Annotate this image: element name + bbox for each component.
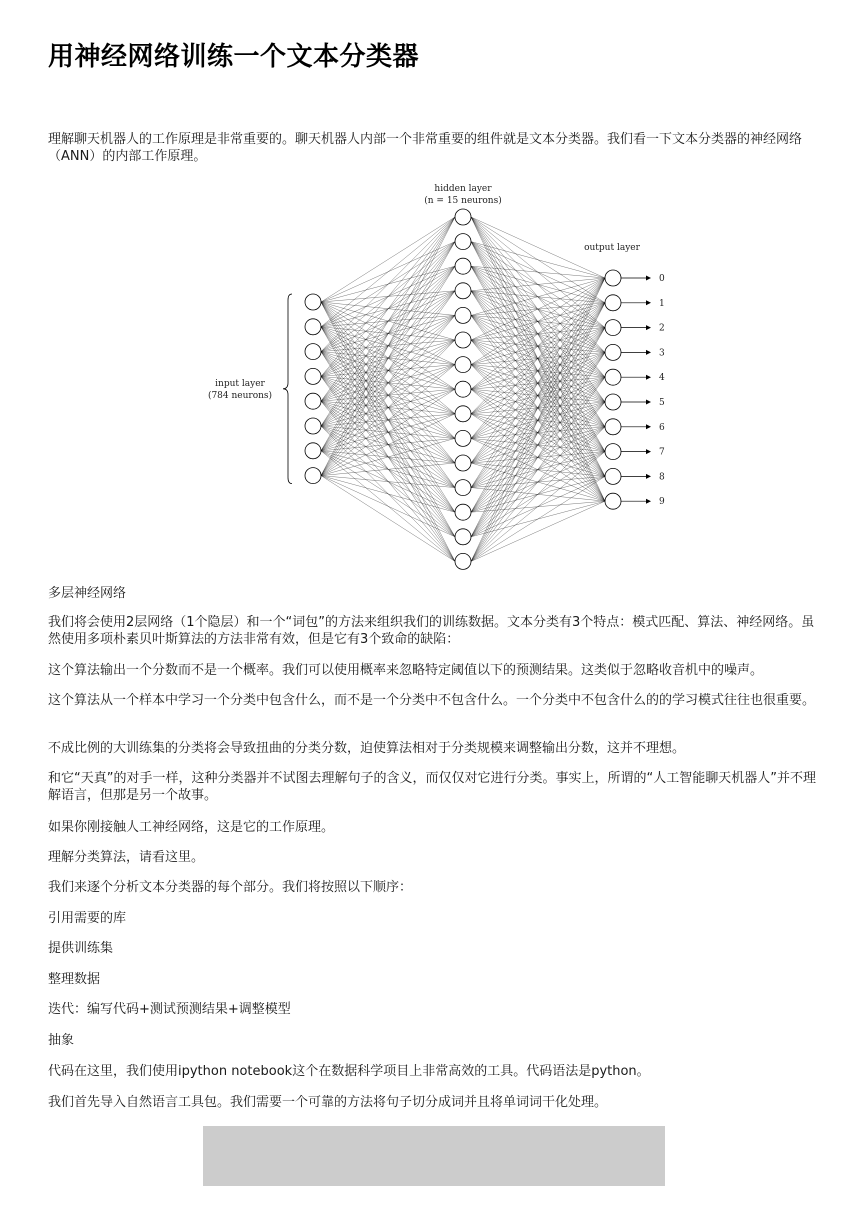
- code-block-placeholder: [203, 1126, 665, 1186]
- list-item: 提供训练集: [48, 941, 114, 956]
- output-digit-label: 0: [659, 274, 665, 284]
- output-neuron: [605, 468, 621, 484]
- input-hidden-connection: [321, 217, 455, 302]
- paragraph: 我们来逐个分析文本分类器的每个部分。我们将按照以下顺序：: [48, 880, 413, 895]
- output-digit-label: 7: [659, 447, 665, 458]
- hidden-layer-label: hidden layer: [434, 184, 492, 194]
- hidden-neuron: [455, 234, 471, 250]
- hidden-neuron: [455, 357, 471, 373]
- arrowhead-icon: [646, 276, 651, 281]
- input-hidden-connection: [321, 340, 455, 476]
- page-title: 用神经网络训练一个文本分类器: [48, 42, 420, 72]
- paragraph: 我们将会使用2层网络（1个隐层）和一个“词包”的方法来组织我们的训练数据。文本分类有3个特点：模式匹配、算法、神经网络。虽然使用多项朴素贝叶斯算法的方法非常有效，但是它有3个致命的缺陷：: [48, 615, 815, 647]
- input-hidden-connection: [321, 217, 455, 327]
- intro-paragraph: 理解聊天机器人的工作原理是非常重要的。聊天机器人内部一个非常重要的组件就是文本分类器。我们看一下文本分类器的神经网络（ANN）的内部工作原理。: [48, 132, 803, 164]
- output-digit-label: 3: [659, 348, 665, 359]
- arrowhead-icon: [646, 350, 651, 355]
- input-neuron: [305, 319, 321, 335]
- output-neuron: [605, 394, 621, 410]
- arrowhead-icon: [646, 325, 651, 330]
- arrowhead-icon: [646, 499, 651, 504]
- input-hidden-connection: [321, 217, 455, 352]
- output-digit-label: 2: [659, 323, 665, 334]
- paragraph: 不成比例的大训练集的分类将会导致扭曲的分类分数，迫使算法相对于分类规模来调整输出分数，这并不理想。: [48, 741, 686, 756]
- paragraph: 这个算法输出一个分数而不是一个概率。我们可以使用概率来忽略特定阈值以下的预测结果。这类似于忽略收音机中的噪声。: [48, 663, 764, 678]
- hidden-output-connection: [471, 278, 605, 291]
- arrowhead-icon: [646, 474, 651, 479]
- paragraph: 我们首先导入自然语言工具包。我们需要一个可靠的方法将句子切分成词并且将单词词干化处理。: [48, 1095, 608, 1110]
- input-hidden-connection: [321, 365, 455, 476]
- paragraph: 和它“天真”的对手一样，这种分类器并不试图去理解句子的含义，而仅仅对它进行分类。事实上，所谓的“人工智能聊天机器人”并不理解语言，但那是另一个故事。: [48, 771, 816, 803]
- input-layer-label: input layer: [215, 379, 265, 389]
- list-item: 抽象: [48, 1033, 75, 1048]
- hidden-neuron: [455, 455, 471, 471]
- output-digit-label: 8: [659, 472, 665, 483]
- arrowhead-icon: [646, 375, 651, 380]
- hidden-neuron: [455, 381, 471, 397]
- hidden-output-connection: [471, 377, 605, 561]
- hidden-output-connection: [471, 266, 605, 278]
- output-neuron: [605, 270, 621, 286]
- hidden-output-connection: [471, 278, 605, 463]
- paragraph: 理解分类算法，请看这里。: [48, 850, 205, 865]
- output-layer-label: output layer: [584, 243, 640, 253]
- input-hidden-connection: [321, 463, 455, 476]
- paragraph: 这个算法从一个样本中学习一个分类中包含什么，而不是一个分类中不包含什么。一个分类中不包含什么的的学习模式往往也很重要。: [48, 693, 816, 708]
- list-item: 引用需要的库: [48, 911, 127, 926]
- hidden-layer-sublabel: (n = 15 neurons): [424, 196, 502, 206]
- neural-network-diagram: [200, 180, 680, 575]
- output-neuron: [605, 344, 621, 360]
- output-digit-label: 6: [659, 422, 665, 433]
- arrowhead-icon: [646, 424, 651, 429]
- arrowhead-icon: [646, 300, 651, 305]
- hidden-neuron: [455, 332, 471, 348]
- input-brace-icon: [283, 294, 292, 484]
- hidden-neuron: [455, 553, 471, 569]
- output-digit-label: 5: [659, 398, 665, 408]
- input-neuron: [305, 443, 321, 459]
- hidden-neuron: [455, 283, 471, 299]
- list-item: 迭代：编写代码+测试预测结果+调整模型: [48, 1002, 291, 1017]
- input-hidden-connection: [321, 476, 455, 537]
- hidden-neuron: [455, 406, 471, 422]
- hidden-output-connection: [471, 278, 605, 438]
- input-hidden-connection: [321, 315, 455, 475]
- paragraph: 代码在这里，我们使用ipython notebook这个在数据科学项目上非常高效的工具。代码语法是python。: [48, 1064, 650, 1079]
- paragraph: 多层神经网络: [48, 586, 127, 601]
- output-neuron: [605, 369, 621, 385]
- input-hidden-connection: [321, 476, 455, 488]
- input-neuron: [305, 294, 321, 310]
- arrowhead-icon: [646, 400, 651, 405]
- output-digit-label: 1: [659, 298, 665, 309]
- input-hidden-connection: [321, 217, 455, 401]
- output-neuron: [605, 493, 621, 509]
- hidden-neuron: [455, 307, 471, 323]
- input-layer-sublabel: (784 neurons): [207, 391, 273, 401]
- output-neuron: [605, 419, 621, 435]
- input-neuron: [305, 468, 321, 484]
- hidden-neuron: [455, 480, 471, 496]
- input-neuron: [305, 418, 321, 434]
- hidden-neuron: [455, 209, 471, 225]
- input-neuron: [305, 344, 321, 360]
- input-hidden-connection: [321, 476, 455, 562]
- input-neuron: [305, 368, 321, 384]
- hidden-output-connection: [471, 278, 605, 414]
- output-neuron: [605, 444, 621, 460]
- output-neuron: [605, 295, 621, 311]
- output-digit-label: 9: [659, 497, 665, 508]
- hidden-neuron: [455, 504, 471, 520]
- hidden-output-connection: [471, 427, 605, 562]
- hidden-neuron: [455, 430, 471, 446]
- input-neuron: [305, 393, 321, 409]
- output-digit-label: 4: [659, 373, 665, 384]
- list-item: 整理数据: [48, 972, 101, 987]
- hidden-neuron: [455, 529, 471, 545]
- output-neuron: [605, 320, 621, 336]
- paragraph: 如果你刚接触人工神经网络，这是它的工作原理。: [48, 820, 335, 835]
- arrowhead-icon: [646, 449, 651, 454]
- hidden-neuron: [455, 258, 471, 274]
